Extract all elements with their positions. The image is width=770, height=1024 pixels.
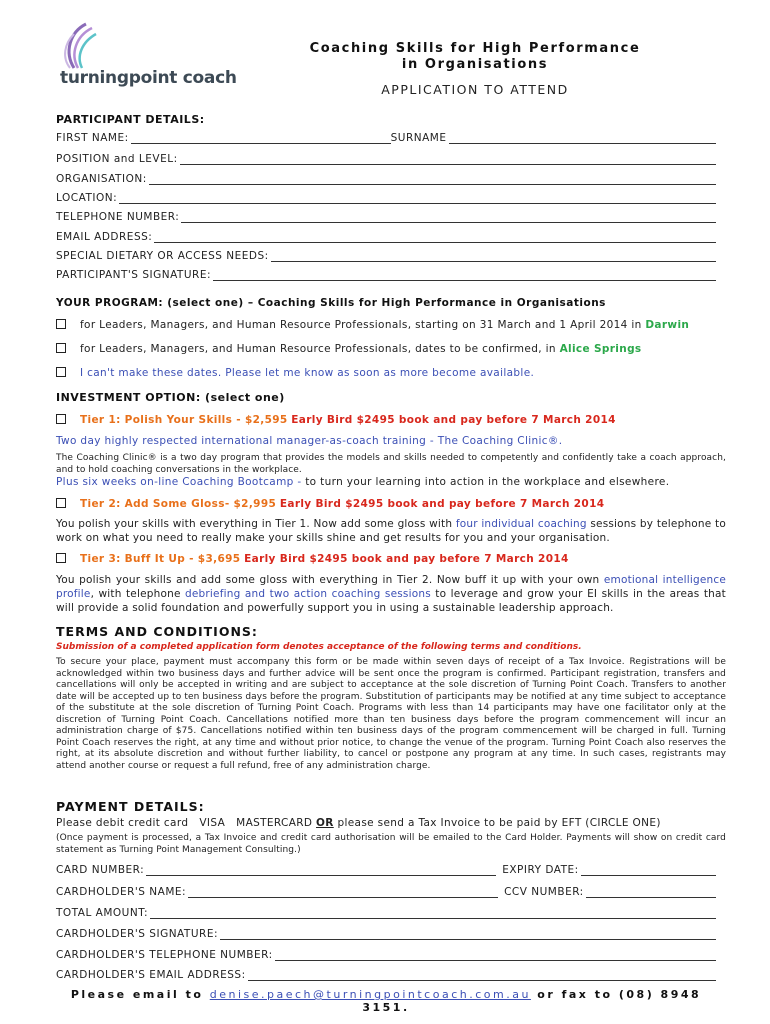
option-place: Alice Springs — [559, 343, 642, 355]
company-logo — [56, 22, 237, 100]
dietary-field[interactable] — [271, 251, 716, 262]
cardholder-email-label: CARDHOLDER'S EMAIL ADDRESS: — [56, 969, 246, 981]
organisation-field[interactable] — [149, 174, 716, 185]
cardholder-name-row — [56, 884, 716, 898]
desc-text: to leverage and grow your EI skills in the areas that will provide a solid foundation and powerfully support you in using a sustainable leadership approach. — [56, 588, 726, 614]
tier-3-description — [56, 573, 726, 615]
ccv-field[interactable] — [586, 887, 716, 898]
payment-method-text: please send a Tax Invoice to be paid by EFT (CIRCLE ONE) — [337, 817, 661, 829]
option-text: for Leaders, Managers, and Human Resource Professionals, starting on 31 March and 1 April 2014 in — [80, 319, 642, 331]
option-text: I can't make these dates. Please let me know as soon as more become available. — [80, 367, 535, 379]
option-text: for Leaders, Managers, and Human Resource Professionals, dates to be confirmed, in — [80, 343, 556, 355]
terms-heading: TERMS AND CONDITIONS: — [56, 624, 258, 639]
telephone-field[interactable] — [181, 212, 716, 223]
desc-text: , with telephone — [90, 588, 181, 600]
bootcamp-rest: to turn your learning into action in the workplace and elsewhere. — [305, 476, 670, 488]
bootcamp-text: Plus six weeks on-line Coaching Bootcamp - — [56, 476, 302, 488]
cardholder-telephone-field[interactable] — [275, 950, 716, 961]
contact-email-link[interactable]: denise.paech@turningpointcoach.com.au — [209, 988, 531, 1001]
payment-method-line — [56, 817, 661, 829]
expiry-label: EXPIRY DATE: — [502, 864, 579, 876]
participant-heading: PARTICIPANT DETAILS: — [56, 113, 205, 126]
card-number-label: CARD NUMBER: — [56, 864, 145, 876]
tier-2-description — [56, 517, 726, 545]
email-row — [56, 229, 716, 243]
position-field[interactable] — [180, 154, 716, 165]
desc-highlight: debriefing and two action coaching sessions — [185, 588, 431, 600]
total-amount-field[interactable] — [150, 908, 716, 919]
total-amount-row — [56, 905, 716, 919]
checkbox[interactable] — [56, 498, 66, 508]
signature-label: PARTICIPANT'S SIGNATURE: — [56, 269, 212, 281]
card-number-field[interactable] — [146, 865, 496, 876]
checkbox[interactable] — [56, 343, 66, 353]
cardholder-telephone-row — [56, 947, 716, 961]
telephone-row — [56, 209, 716, 223]
payment-note: (Once payment is processed, a Tax Invoice and credit card authorisation will be emailed to the Card Holder. Payments will show on credit card statement as Turning Point Management Consulting.) — [56, 833, 726, 855]
tier-1-subtitle: Two day highly respected international manager-as-coach training - The Coaching Clinic®. — [56, 435, 563, 447]
tier-name: Tier 1: Polish Your Skills - $2,595 — [80, 414, 288, 426]
tier-1-option[interactable] — [56, 414, 616, 426]
email-field[interactable] — [154, 232, 716, 243]
page-title — [300, 41, 650, 73]
program-heading: YOUR PROGRAM: (select one) – Coaching Skills for High Performance in Organisations — [56, 297, 606, 309]
desc-highlight: four individual coaching — [455, 518, 587, 530]
desc-text: You polish your skills and add some gloss with everything in Tier 2. Now buff it up with your own — [56, 574, 600, 586]
location-row — [56, 190, 716, 204]
checkbox[interactable] — [56, 367, 66, 377]
total-amount-label: TOTAL AMOUNT: — [56, 907, 148, 919]
terms-body: To secure your place, payment must accompany this form or be made within seven days of receipt of a Tax Invoice. Registrations will be acknowledged within two business days and further advice will be sent once the program is confirmed. Participant registration, transfers and cancellations will only be accepted in writing and are subject to acceptance at the sole discretion of Turning Point Coach. Transfers to another date will be accepted up to ten business days before the program. Substitution of participants may be notified at any time subject to acceptance of the substitute at the sole discretion of Turning Point Coach. Programs with less than 14 participants may have one facilitator only at the discretion of Turning Point Coach. Cancellations notified more than ten business days before the program commencement will incur an administration charge of $75. Cancellations notified within ten business days of the program commencement will be charged in full. Turning Point Coach reserves the right, at any time and without prior notice, to change the venue of the program. Turning Point Coach also reserves the right, at its absolute discretion and without further liability, to cancel or postpone any program at any time. In such cases, registrants may attend another course or request a full refund, free of any administration charge. — [56, 657, 726, 771]
ccv-label: CCV NUMBER: — [504, 886, 584, 898]
signature-field[interactable] — [213, 270, 716, 281]
tier-name: Tier 3: Buff It Up - $3,695 — [80, 553, 241, 565]
cardholder-telephone-label: CARDHOLDER'S TELEPHONE NUMBER: — [56, 949, 273, 961]
early-bird-text: Early Bird $2495 book and pay before 7 March 2014 — [279, 498, 605, 510]
dietary-label: SPECIAL DIETARY OR ACCESS NEEDS: — [56, 250, 269, 262]
footer-prefix: Please email to — [70, 988, 204, 1001]
position-row — [56, 151, 716, 165]
surname-field[interactable] — [449, 133, 716, 144]
title-line-2: in Organisations — [401, 57, 549, 72]
desc-text: sessions by telephone to work on what you need to really make your skills shine and get results for you and your organisation. — [56, 518, 726, 544]
footer-contact — [56, 988, 716, 1014]
location-field[interactable] — [119, 193, 716, 204]
tier-3-option[interactable] — [56, 553, 569, 565]
title-line-1: Coaching Skills for High Performance — [309, 41, 641, 56]
early-bird-text: Early Bird $2495 book and pay before 7 March 2014 — [244, 553, 569, 565]
signature-row — [56, 267, 716, 281]
location-label: LOCATION: — [56, 192, 118, 204]
tier-1-description: The Coaching Clinic® is a two day program that provides the models and skills needed to competently and confidently take a coach approach, and to hold coaching conversations in the workplace. — [56, 453, 726, 475]
footer-suffix: or fax to (08) 8948 3151. — [362, 988, 702, 1014]
card-number-row — [56, 862, 716, 876]
investment-heading: INVESTMENT OPTION: (select one) — [56, 391, 285, 404]
logo-text: turningpoint coach — [60, 68, 237, 88]
cardholder-name-label: CARDHOLDER'S NAME: — [56, 886, 187, 898]
tier-2-option[interactable] — [56, 498, 604, 510]
cardholder-signature-label: CARDHOLDER'S SIGNATURE: — [56, 928, 218, 940]
dietary-row — [56, 248, 716, 262]
organisation-label: ORGANISATION: — [56, 173, 147, 185]
organisation-row — [56, 171, 716, 185]
checkbox[interactable] — [56, 553, 66, 563]
first-name-label: FIRST NAME: — [56, 132, 129, 144]
position-label: POSITION and LEVEL: — [56, 153, 178, 165]
program-option-darwin[interactable] — [56, 319, 689, 331]
cardholder-name-field[interactable] — [188, 887, 498, 898]
cardholder-email-field[interactable] — [248, 970, 716, 981]
swirl-logo-icon — [56, 22, 116, 72]
checkbox[interactable] — [56, 414, 66, 424]
early-bird-text: Early Bird $2495 book and pay before 7 March 2014 — [291, 414, 616, 426]
telephone-label: TELEPHONE NUMBER: — [56, 211, 180, 223]
surname-label: SURNAME — [390, 132, 447, 144]
page-subtitle: APPLICATION TO ATTEND — [381, 82, 569, 97]
program-option-other-dates[interactable] — [56, 367, 534, 379]
email-label: EMAIL ADDRESS: — [56, 231, 153, 243]
or-text: OR — [316, 817, 334, 829]
cardholder-signature-row — [56, 926, 716, 940]
expiry-field[interactable] — [581, 865, 716, 876]
tier-name: Tier 2: Add Some Gloss- $2,995 — [80, 498, 277, 510]
checkbox[interactable] — [56, 319, 66, 329]
program-option-alice-springs[interactable] — [56, 343, 642, 355]
first-name-field[interactable] — [131, 133, 391, 144]
payment-heading: PAYMENT DETAILS: — [56, 799, 205, 814]
first-name-row — [56, 130, 716, 144]
cardholder-signature-field[interactable] — [220, 929, 716, 940]
terms-intro: Submission of a completed application form denotes acceptance of the following terms and conditions. — [56, 642, 582, 652]
payment-method-text: Please debit credit card VISA MASTERCARD — [56, 817, 313, 829]
cardholder-email-row — [56, 967, 716, 981]
option-place: Darwin — [645, 319, 690, 331]
tier-1-plus — [56, 476, 669, 488]
desc-highlight: emotional intelligence profile — [56, 574, 726, 600]
desc-text: You polish your skills with everything in Tier 1. Now add some gloss with — [56, 518, 453, 530]
